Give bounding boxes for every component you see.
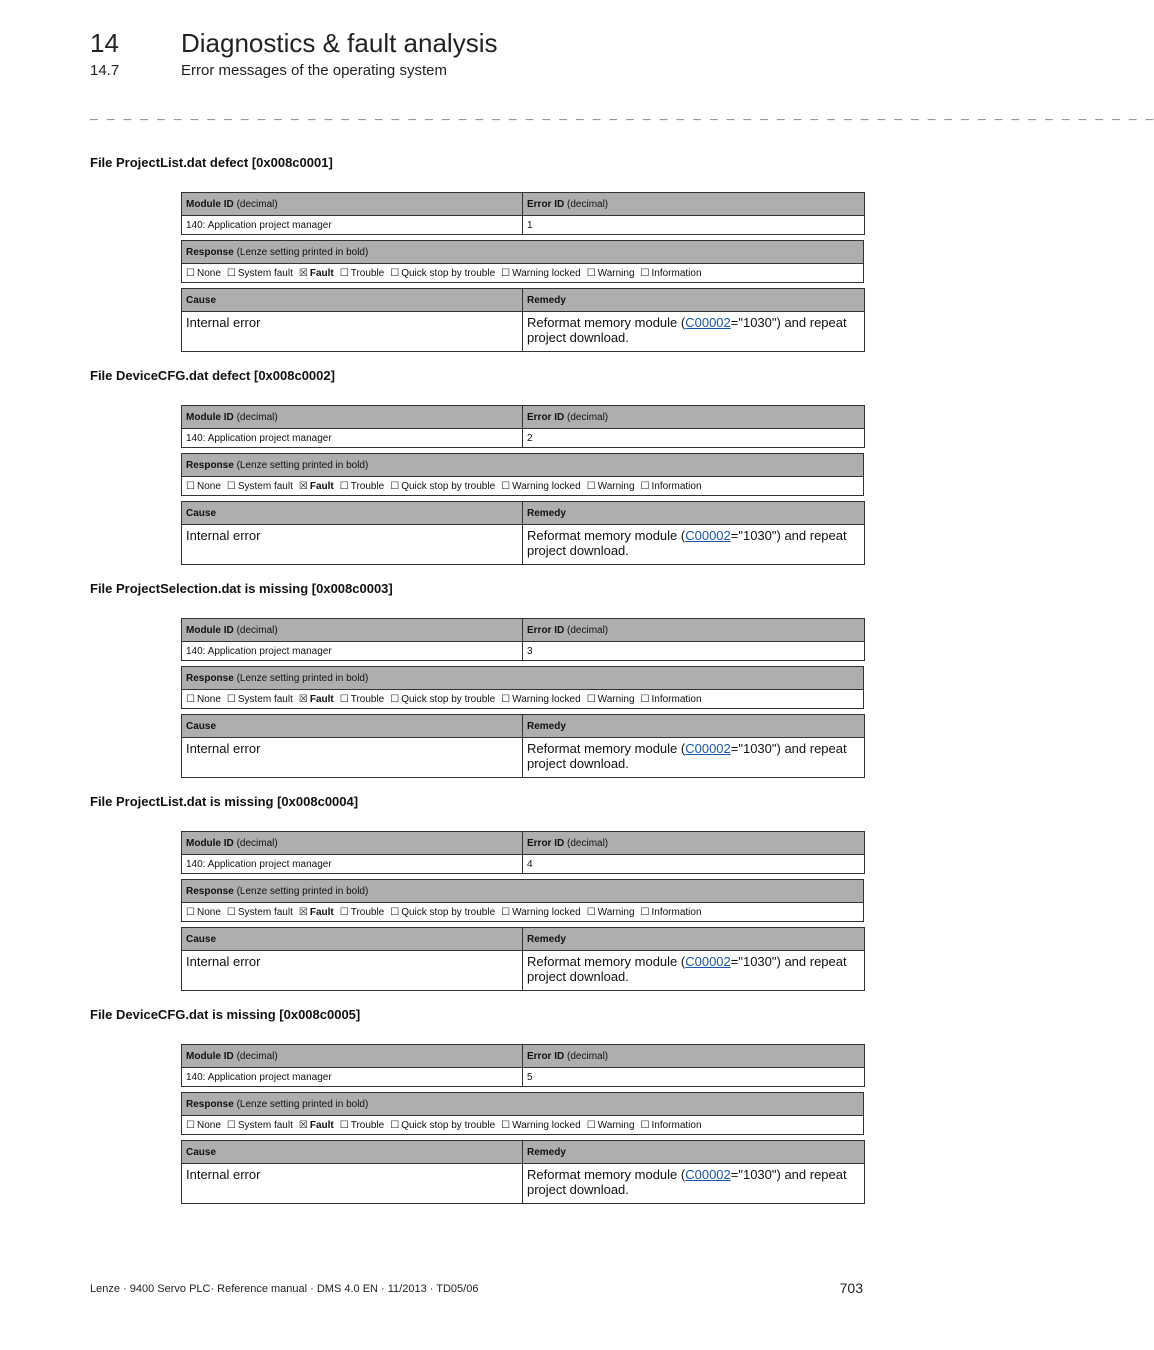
module-id-header [182,1045,523,1068]
remedy-header [523,289,865,312]
remedy-label: Remedy [527,720,566,732]
response-option-warning [587,481,635,492]
parameter-link[interactable]: C00002 [685,528,731,543]
module-value: 140: Application project manager [182,216,523,235]
remedy-value [523,738,865,778]
parameter-link[interactable]: C00002 [685,741,731,756]
response-table [181,453,864,496]
decimal-note: (decimal) [567,1050,609,1062]
response-option-system-fault [227,481,293,492]
response-option-fault [299,481,334,492]
response-options [182,903,864,922]
response-option-none [186,1120,221,1131]
response-option-label: Trouble [350,1119,385,1131]
decimal-note: (decimal) [567,198,609,210]
module-id-label: Module ID [186,1050,234,1062]
remedy-header [523,715,865,738]
response-option-none [186,694,221,705]
response-note: (Lenze setting printed in bold) [236,459,369,471]
id-table [181,405,865,448]
error-id-header [523,1045,865,1068]
checkbox-icon: ☐ [339,693,349,705]
chapter-title: Diagnostics & fault analysis [181,28,498,58]
response-option-label: System fault [237,267,293,279]
checkbox-icon: ☐ [226,693,236,705]
response-option-label: None [196,480,221,492]
response-option-system-fault [227,268,293,279]
decimal-note: (decimal) [236,1050,278,1062]
response-label: Response [186,885,234,897]
header-divider: _ _ _ _ _ _ _ _ _ _ _ _ _ _ _ _ _ _ _ _ _ _ _ _ _ _ _ _ _ _ _ _ _ _ _ _ _ _ _ _ _ _ _ _ _ _ _ _ _ _ _ _ _ _ _ _ _ _ _ _ _ _ _ _ [90,106,1154,121]
response-option-label: Fault [309,693,334,705]
response-header [182,1093,864,1116]
checkbox-icon: ☐ [186,267,195,279]
decimal-note: (decimal) [567,624,609,636]
checkbox-icon: ☐ [501,1119,511,1131]
error-title: File ProjectList.dat defect [0x008c0001] [90,155,333,170]
id-table [181,831,865,874]
module-value: 140: Application project manager [182,1068,523,1087]
response-option-warning [587,1120,635,1131]
response-option-information [641,1120,702,1131]
checkbox-icon: ☐ [226,1119,236,1131]
id-table [181,192,865,235]
response-option-warning [587,907,635,918]
remedy-text: Reformat memory module ( [527,741,686,756]
cause-value: Internal error [182,951,523,991]
response-option-fault [299,1120,334,1131]
cause-header [182,715,523,738]
response-option-trouble [340,481,385,492]
cause-header [182,289,523,312]
checkbox-icon: ☐ [186,480,195,492]
module-value: 140: Application project manager [182,642,523,661]
response-option-trouble [340,268,385,279]
error-id-value: 5 [523,1068,865,1087]
response-option-label: Trouble [350,693,385,705]
page-header [90,28,870,79]
checkbox-icon: ☐ [390,693,400,705]
response-option-quick-stop-by-trouble [390,481,495,492]
response-options [182,1116,864,1135]
cause-value: Internal error [182,1164,523,1204]
decimal-note: (decimal) [236,624,278,636]
response-option-warning-locked [501,481,581,492]
response-option-label: Quick stop by trouble [401,1119,496,1131]
remedy-label: Remedy [527,507,566,519]
checkbox-icon: ☐ [390,267,400,279]
error-title: File ProjectSelection.dat is missing [0x008c0003] [90,581,393,596]
response-option-quick-stop-by-trouble [390,1120,495,1131]
error-title: File DeviceCFG.dat is missing [0x008c0005] [90,1007,361,1022]
response-option-label: Warning [597,1119,635,1131]
error-id-header [523,193,865,216]
parameter-link[interactable]: C00002 [685,954,731,969]
response-option-trouble [340,1120,385,1131]
remedy-label: Remedy [527,1146,566,1158]
remedy-value [523,312,865,352]
response-option-information [641,268,702,279]
error-id-header [523,406,865,429]
checkbox-icon: ☐ [501,267,511,279]
response-option-label: Information [651,480,702,492]
checkbox-icon: ☐ [390,1119,400,1131]
response-option-label: Fault [309,906,334,918]
response-option-label: Information [651,906,702,918]
response-options [182,690,864,709]
response-option-label: Warning locked [512,480,581,492]
module-id-label: Module ID [186,411,234,423]
response-option-label: Information [651,267,702,279]
response-table [181,666,864,709]
footer-text: Lenze · 9400 Servo PLC· Reference manual · DMS 4.0 EN · 11/2013 · TD05/06 [90,1283,479,1295]
error-title: File DeviceCFG.dat defect [0x008c0002] [90,368,335,383]
cause-label: Cause [186,507,217,519]
response-option-label: Fault [309,1119,334,1131]
response-option-warning-locked [501,268,581,279]
remedy-text: ="1030") and repeat project download. [527,1167,847,1197]
checkbox-icon: ☐ [586,267,596,279]
cause-remedy-table [181,1140,865,1204]
cause-value: Internal error [182,525,523,565]
checkbox-icon: ☐ [640,693,650,705]
response-option-label: Information [651,693,702,705]
response-option-quick-stop-by-trouble [390,907,495,918]
remedy-text: ="1030") and repeat project download. [527,741,847,771]
cause-label: Cause [186,720,217,732]
error-title: File ProjectList.dat is missing [0x008c0004] [90,794,359,809]
checkbox-icon: ☐ [586,906,596,918]
error-id-value: 3 [523,642,865,661]
cause-header [182,928,523,951]
checkbox-icon: ☐ [640,267,650,279]
checkbox-icon: ☐ [390,906,400,918]
cause-remedy-table [181,501,865,565]
chapter-number: 14 [90,28,119,58]
checkbox-icon: ☒ [298,267,308,279]
response-option-system-fault [227,694,293,705]
remedy-text: Reformat memory module ( [527,315,686,330]
response-option-system-fault [227,907,293,918]
checkbox-icon: ☐ [586,480,596,492]
response-option-label: Fault [309,267,334,279]
cause-label: Cause [186,933,217,945]
checkbox-icon: ☐ [390,480,400,492]
remedy-text: Reformat memory module ( [527,954,686,969]
checkbox-icon: ☐ [186,1119,195,1131]
remedy-header [523,1141,865,1164]
remedy-text: ="1030") and repeat project download. [527,528,847,558]
module-id-header [182,832,523,855]
response-option-label: None [196,906,221,918]
response-label: Response [186,672,234,684]
response-note: (Lenze setting printed in bold) [236,246,369,258]
checkbox-icon: ☒ [298,693,308,705]
response-options [182,477,864,496]
error-id-value: 1 [523,216,865,235]
response-option-none [186,907,221,918]
remedy-text: Reformat memory module ( [527,528,686,543]
response-option-warning-locked [501,694,581,705]
response-option-label: System fault [237,480,293,492]
response-option-label: System fault [237,1119,293,1131]
response-note: (Lenze setting printed in bold) [236,1098,369,1110]
cause-remedy-table [181,714,865,778]
response-note: (Lenze setting printed in bold) [236,885,369,897]
checkbox-icon: ☐ [640,906,650,918]
module-id-label: Module ID [186,198,234,210]
checkbox-icon: ☐ [501,480,511,492]
id-table [181,618,865,661]
remedy-label: Remedy [527,294,566,306]
remedy-value [523,951,865,991]
decimal-note: (decimal) [236,837,278,849]
page-number: 703 [839,1280,863,1296]
cause-header [182,1141,523,1164]
checkbox-icon: ☐ [339,480,349,492]
response-option-label: Trouble [350,906,385,918]
remedy-text: ="1030") and repeat project download. [527,315,847,345]
response-option-information [641,694,702,705]
response-table [181,240,864,283]
error-id-label: Error ID [527,411,565,423]
response-option-label: Trouble [350,267,385,279]
checkbox-icon: ☐ [186,693,195,705]
checkbox-icon: ☐ [640,480,650,492]
response-option-label: Trouble [350,480,385,492]
cause-label: Cause [186,1146,217,1158]
response-option-label: Fault [309,480,334,492]
checkbox-icon: ☒ [298,1119,308,1131]
parameter-link[interactable]: C00002 [685,315,731,330]
module-id-label: Module ID [186,837,234,849]
response-option-label: None [196,1119,221,1131]
checkbox-icon: ☐ [586,693,596,705]
remedy-header [523,502,865,525]
response-note: (Lenze setting printed in bold) [236,672,369,684]
response-option-label: System fault [237,906,293,918]
remedy-header [523,928,865,951]
remedy-label: Remedy [527,933,566,945]
module-value: 140: Application project manager [182,429,523,448]
module-id-header [182,619,523,642]
checkbox-icon: ☒ [298,480,308,492]
response-option-none [186,268,221,279]
remedy-value [523,1164,865,1204]
response-option-label: Warning [597,267,635,279]
response-label: Response [186,246,234,258]
response-table [181,879,864,922]
cause-remedy-table [181,927,865,991]
response-header [182,241,864,264]
error-id-header [523,619,865,642]
response-option-trouble [340,694,385,705]
section-number: 14.7 [90,62,120,79]
error-id-value: 2 [523,429,865,448]
section-title: Error messages of the operating system [181,62,447,79]
response-option-fault [299,268,334,279]
response-option-label: None [196,267,221,279]
module-id-header [182,193,523,216]
checkbox-icon: ☐ [640,1119,650,1131]
response-option-label: Quick stop by trouble [401,480,496,492]
cause-remedy-table [181,288,865,352]
response-option-quick-stop-by-trouble [390,694,495,705]
response-table [181,1092,864,1135]
response-option-trouble [340,907,385,918]
response-option-information [641,907,702,918]
module-id-label: Module ID [186,624,234,636]
response-option-label: System fault [237,693,293,705]
decimal-note: (decimal) [236,198,278,210]
error-id-label: Error ID [527,624,565,636]
response-option-label: Warning [597,906,635,918]
response-option-warning-locked [501,1120,581,1131]
response-option-information [641,481,702,492]
checkbox-icon: ☐ [226,267,236,279]
response-option-label: Warning locked [512,693,581,705]
checkbox-icon: ☐ [501,906,511,918]
parameter-link[interactable]: C00002 [685,1167,731,1182]
response-option-system-fault [227,1120,293,1131]
response-label: Response [186,1098,234,1110]
error-id-value: 4 [523,855,865,874]
response-option-warning [587,694,635,705]
response-header [182,667,864,690]
response-option-label: Quick stop by trouble [401,693,496,705]
checkbox-icon: ☐ [339,267,349,279]
response-option-fault [299,907,334,918]
checkbox-icon: ☒ [298,906,308,918]
checkbox-icon: ☐ [339,1119,349,1131]
response-options [182,264,864,283]
response-header [182,880,864,903]
decimal-note: (decimal) [567,411,609,423]
remedy-text: Reformat memory module ( [527,1167,686,1182]
error-id-header [523,832,865,855]
response-option-label: Warning [597,480,635,492]
response-option-fault [299,694,334,705]
id-table [181,1044,865,1087]
remedy-value [523,525,865,565]
response-option-label: Quick stop by trouble [401,906,496,918]
error-id-label: Error ID [527,837,565,849]
response-option-label: Warning locked [512,906,581,918]
decimal-note: (decimal) [236,411,278,423]
remedy-text: ="1030") and repeat project download. [527,954,847,984]
response-option-label: Warning locked [512,1119,581,1131]
response-header [182,454,864,477]
checkbox-icon: ☐ [501,693,511,705]
error-id-label: Error ID [527,198,565,210]
checkbox-icon: ☐ [339,906,349,918]
response-option-none [186,481,221,492]
response-label: Response [186,459,234,471]
cause-value: Internal error [182,312,523,352]
checkbox-icon: ☐ [186,906,195,918]
response-option-label: None [196,693,221,705]
response-option-label: Warning locked [512,267,581,279]
cause-header [182,502,523,525]
response-option-quick-stop-by-trouble [390,268,495,279]
decimal-note: (decimal) [567,837,609,849]
checkbox-icon: ☐ [226,480,236,492]
response-option-warning-locked [501,907,581,918]
response-option-label: Warning [597,693,635,705]
response-option-label: Quick stop by trouble [401,267,496,279]
checkbox-icon: ☐ [226,906,236,918]
module-value: 140: Application project manager [182,855,523,874]
checkbox-icon: ☐ [586,1119,596,1131]
cause-label: Cause [186,294,217,306]
cause-value: Internal error [182,738,523,778]
error-id-label: Error ID [527,1050,565,1062]
module-id-header [182,406,523,429]
response-option-warning [587,268,635,279]
response-option-label: Information [651,1119,702,1131]
